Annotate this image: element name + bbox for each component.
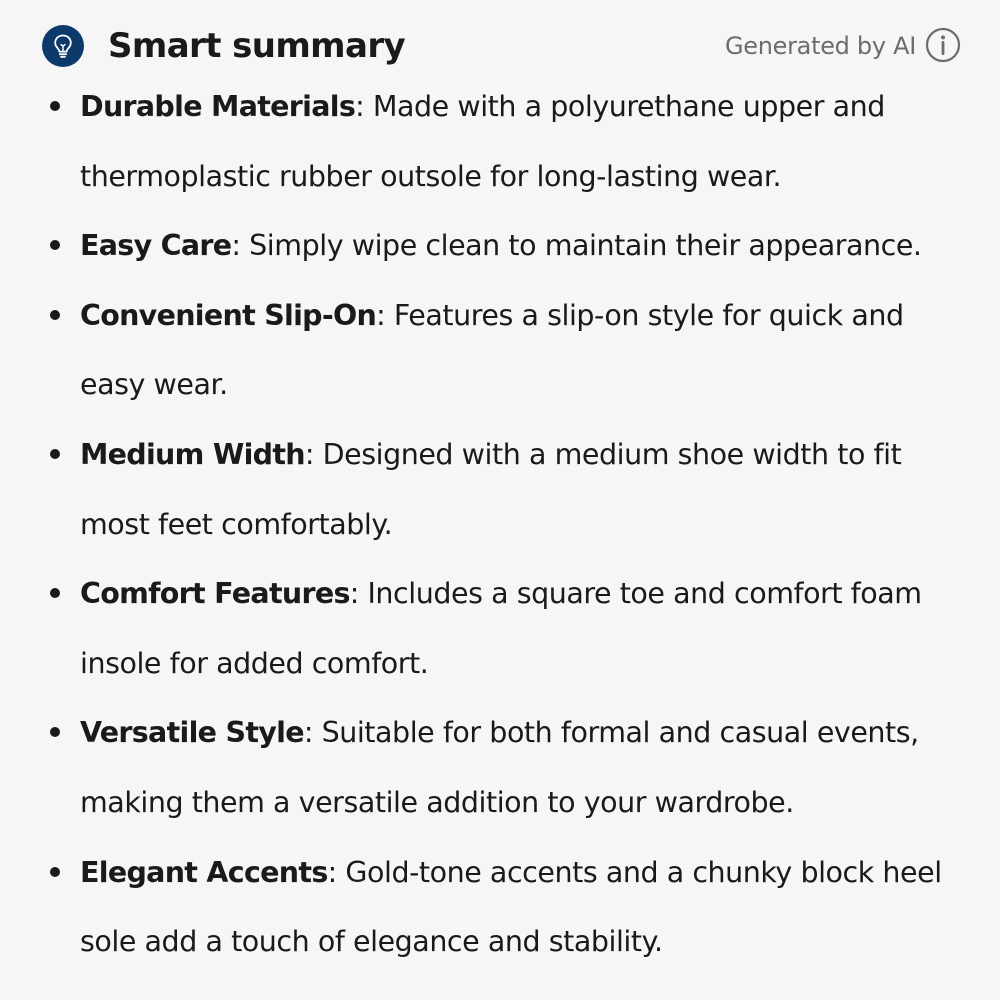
summary-item-comfort-features (0, 559, 1000, 698)
item-description: : Suitable for both formal and casual events, making them a versatile addition to your wardrobe. (80, 716, 919, 819)
item-term: Comfort Features (80, 577, 350, 611)
bullet-icon (50, 101, 60, 111)
bullet-icon (50, 240, 60, 250)
bullet-icon (50, 449, 60, 459)
page-title: Smart summary (108, 26, 406, 66)
bullet-icon (50, 867, 60, 877)
summary-item-durable-materials (0, 72, 1000, 211)
summary-item-medium-width (0, 420, 1000, 559)
item-term: Medium Width (80, 437, 305, 471)
item-term: Versatile Style (80, 716, 304, 750)
summary-item-elegant-accents (0, 838, 1000, 977)
item-term: Elegant Accents (80, 855, 328, 889)
bullet-icon (50, 310, 60, 320)
item-description: : Includes a square toe and comfort foam insole for added comfort. (80, 577, 922, 680)
item-term: Easy Care (80, 229, 232, 263)
item-term: Convenient Slip-On (80, 298, 377, 332)
item-description: : Features a slip-on style for quick and easy wear. (80, 298, 904, 402)
info-icon[interactable] (925, 27, 961, 63)
bullet-icon (50, 588, 60, 598)
item-description: : Simply wipe clean to maintain their appearance. (231, 229, 922, 263)
bullet-icon (50, 727, 60, 737)
generated-by-ai-label: Generated by AI (724, 32, 916, 60)
summary-item-versatile-style (0, 698, 1000, 837)
item-term: Durable Materials (80, 90, 356, 123)
summary-item-easy-care (0, 211, 1000, 281)
summary-item-convenient-slip-on (0, 281, 1000, 420)
item-description: : Designed with a medium shoe width to fit most feet comfortably. (80, 437, 902, 541)
item-description: : Gold-tone accents and a chunky block heel sole add a touch of elegance and stability. (80, 855, 942, 959)
summary-list (0, 72, 1000, 977)
lightbulb-icon (42, 25, 84, 67)
item-description: : Made with a polyurethane upper and thermoplastic rubber outsole for long-lasting wear. (80, 90, 885, 193)
